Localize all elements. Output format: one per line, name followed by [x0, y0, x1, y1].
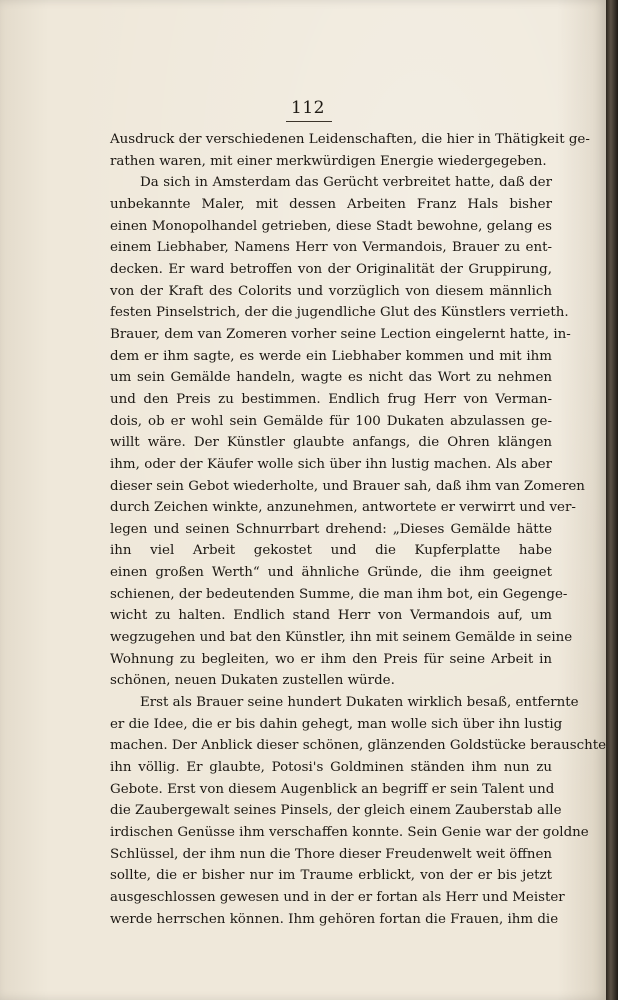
text-line: legen und seinen Schnurrbart drehend: „Dieses Gemälde hätte [110, 521, 552, 537]
body-text [110, 129, 606, 930]
text-line: willt wäre. Der Künstler glaubte anfangs, die Ohren klängen [110, 435, 552, 451]
text-line: einen großen Werth“ und ähnliche Gründe, die ihm geeignet [110, 565, 552, 581]
text-line: einen Monopolhandel getrieben, diese Stadt bewohne, gelang es [110, 218, 552, 234]
text-line: ihm, oder der Käufer wolle sich über ihn lustig machen. Als aber [110, 456, 552, 472]
text-line: wicht zu halten. Endlich stand Herr von Vermandois auf, um [110, 608, 552, 624]
text-line: werde herrschen können. Ihm gehören fortan die Frauen, ihm die [110, 911, 559, 927]
text-line: ihn viel Arbeit gekostet und die Kupferplatte habe [110, 543, 552, 559]
text-line: irdischen Genüsse ihm verschaffen konnte. Sein Genie war der goldne [110, 825, 589, 840]
text-line: Schlüssel, der ihm nun die Thore dieser Freudenwelt weit öffnen [110, 846, 553, 862]
text-line: einem Liebhaber, Namens Herr von Vermandois, Brauer zu ent- [110, 240, 552, 256]
text-line: Gebote. Erst von diesem Augenblick an begriff er sein Talent und [110, 781, 555, 797]
text-line: festen Pinselstrich, der die jugendliche Glut des Künstlers verrieth. [110, 305, 569, 321]
header-rule [286, 121, 332, 122]
text-line: Ausdruck der verschiedenen Leidenschaften, die hier in Thätigkeit ge- [110, 132, 590, 147]
text-line: Brauer, dem van Zomeren vorher seine Lection eingelernt hatte, in- [110, 326, 571, 342]
page-number: 112 [291, 98, 325, 118]
text-line: durch Zeichen winkte, anzunehmen, antwortete er verwirrt und ver- [110, 500, 576, 516]
text-line: rathen waren, mit einer merkwürdigen Energie wiedergegeben. [110, 153, 547, 169]
text-line: decken. Er ward betroffen von der Originalität der Gruppirung, [110, 261, 552, 277]
text-line: schönen, neuen Dukaten zustellen würde. [110, 673, 395, 689]
book-spine-edge [606, 0, 618, 1000]
text-line: machen. Der Anblick dieser schönen, glänzenden Goldstücke berauschte [110, 738, 606, 754]
text-line: unbekannte Maler, mit dessen Arbeiten Franz Hals bisher [110, 196, 552, 212]
text-line: sollte, die er bisher nur im Traume erblickt, von der er bis jetzt [110, 868, 552, 884]
text-line: ihn völlig. Er glaubte, Potosi's Goldminen ständen ihm nun zu [110, 760, 552, 776]
text-line: ausgeschlossen gewesen und in der er fortan als Herr und Meister [110, 889, 565, 905]
text-line: und den Preis zu bestimmen. Endlich frug Herr von Verman- [110, 391, 552, 407]
text-line: die Zaubergewalt seines Pinsels, der gleich einem Zauberstab alle [110, 803, 562, 819]
text-line: dieser sein Gebot wiederholte, und Brauer sah, daß ihm van Zomeren [110, 478, 585, 494]
text-line: er die Idee, die er bis dahin gehegt, man wolle sich über ihn lustig [110, 716, 563, 732]
text-line: Erst als Brauer seine hundert Dukaten wirklich besaß, entfernte [140, 695, 579, 711]
text-line: schienen, der bedeutenden Summe, die man ihm bot, ein Gegenge- [110, 586, 568, 602]
text-line: dois, ob er wohl sein Gemälde für 100 Dukaten abzulassen ge- [110, 413, 552, 429]
text-line: Da sich in Amsterdam das Gerücht verbreitet hatte, daß der [140, 175, 552, 191]
text-line: Wohnung zu begleiten, wo er ihm den Preis für seine Arbeit in [110, 651, 552, 667]
text-line: dem er ihm sagte, es werde ein Liebhaber kommen und mit ihm [110, 348, 552, 364]
text-line: von der Kraft des Colorits und vorzüglich von diesem männlich [110, 283, 552, 299]
text-line: wegzugehen und bat den Künstler, ihn mit seinem Gemälde in seine [110, 630, 573, 646]
text-line: um sein Gemälde handeln, wagte es nicht das Wort zu nehmen [110, 370, 552, 386]
